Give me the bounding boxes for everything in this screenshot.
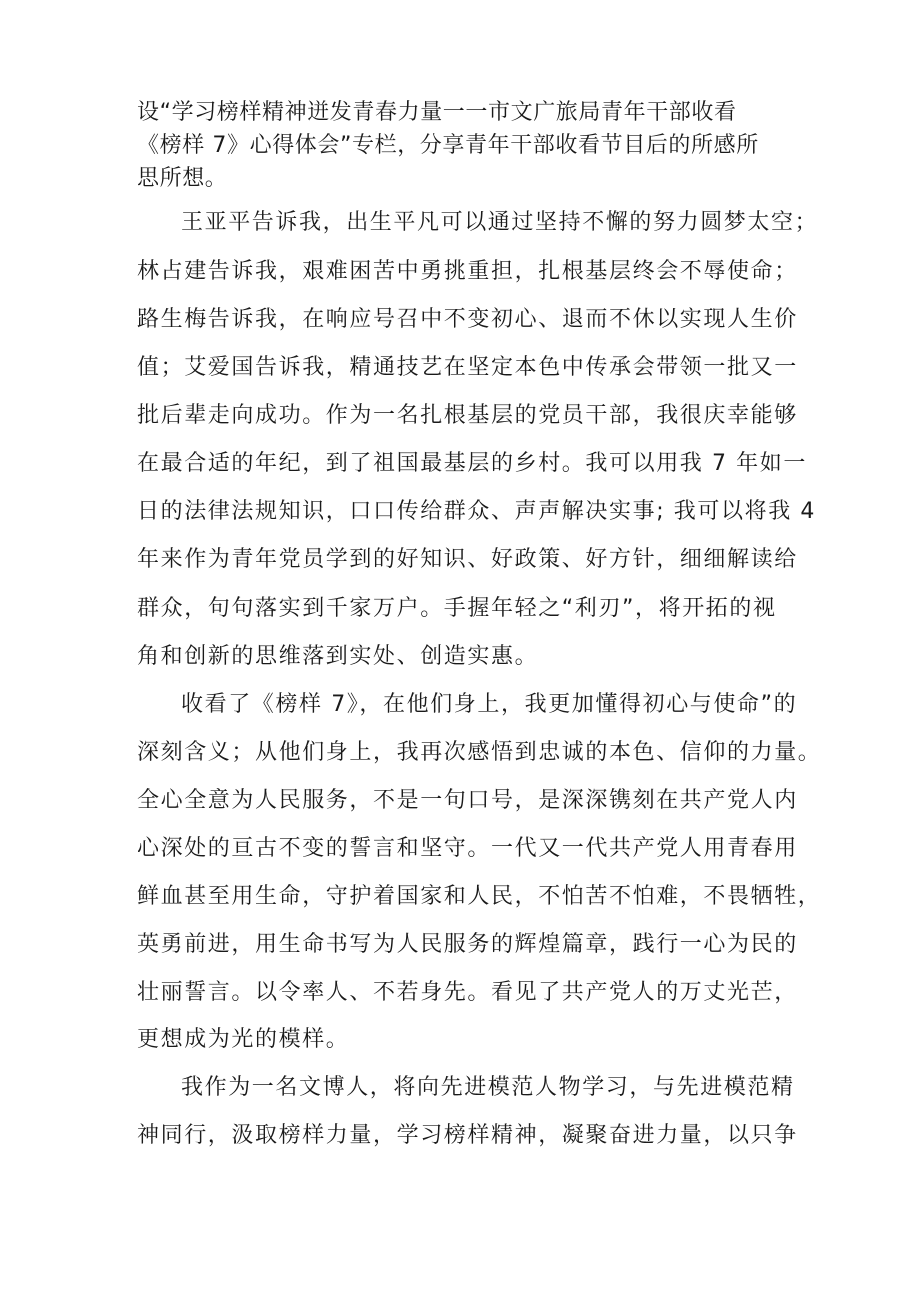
paragraph-line: 路生梅告诉我，在响应号召中不变初心、退而不休以实现人生价 — [137, 307, 798, 332]
paragraph-line: 值；艾爱国告诉我，精通技艺在坚定本色中传承会带领一批又一 — [137, 355, 798, 380]
paragraph-line: 全心全意为人民服务，不是一句口号，是深深镌刻在共产党人内 — [137, 788, 798, 813]
paragraph-line: 我作为一名文博人，将向先进模范人物学习，与先进模范精 — [181, 1075, 795, 1100]
paragraph-line: 壮丽誓言。以令率人、不若身先。看见了共产党人的万丈光芒， — [137, 980, 798, 1005]
paragraph-line: 王亚平告诉我，出生平凡可以通过坚持不懈的努力圆梦太空； — [181, 210, 819, 235]
paragraph-line: 更想成为光的模样。 — [137, 1027, 350, 1052]
paragraph-line: 林占建告诉我，艰难困苦中勇挑重担，扎根基层终会不辱使命； — [137, 259, 798, 284]
paragraph-line: 神同行，汲取榜样力量，学习榜样精神，凝聚奋进力量，以只争 — [137, 1123, 798, 1148]
paragraph-line: 角和创新的思维落到实处、创造实惠。 — [137, 644, 539, 669]
paragraph-line: 日的法律法规知识，口口传给群众、声声解决实事; 我可以将我 4 — [137, 499, 816, 524]
paragraph-line: 英勇前进，用生命书写为人民服务的辉煌篇章，践行一心为民的 — [137, 932, 798, 957]
paragraph-line: 批后辈走向成功。作为一名扎根基层的党员干部，我很庆幸能够 — [137, 403, 798, 428]
intro-line: 设“学习榜样精神迸发青春力量一一市文广旅局青年干部收看 — [137, 100, 737, 125]
paragraph-line: 深刻含义；从他们身上，我再次感悟到忠诚的本色、信仰的力量。 — [137, 740, 822, 765]
paragraph-line: 收看了《榜样 7》，在他们身上，我更加懂得初心与使命”的 — [181, 692, 798, 717]
paragraph-line: 心深处的亘古不变的誓言和坚守。一代又一代共产党人用青春用 — [137, 836, 798, 861]
intro-line: 《榜样 7》心得体会”专栏，分享青年干部收看节目后的所感所 — [137, 133, 759, 158]
paragraph-line: 在最合适的年纪，到了祖国最基层的乡村。我可以用我 7 年如一 — [137, 451, 807, 476]
paragraph-line: 鲜血甚至用生命，守护着国家和人民，不怕苦不怕难，不畏牺牲， — [137, 884, 822, 909]
intro-line: 思所想。 — [137, 166, 228, 191]
paragraph-line: 群众，句句落实到千家万户。手握年轻之“利刃”，将开拓的视 — [137, 596, 777, 621]
paragraph-line: 年来作为青年党员学到的好知识、好政策、好方针，细细解读给 — [137, 547, 798, 572]
